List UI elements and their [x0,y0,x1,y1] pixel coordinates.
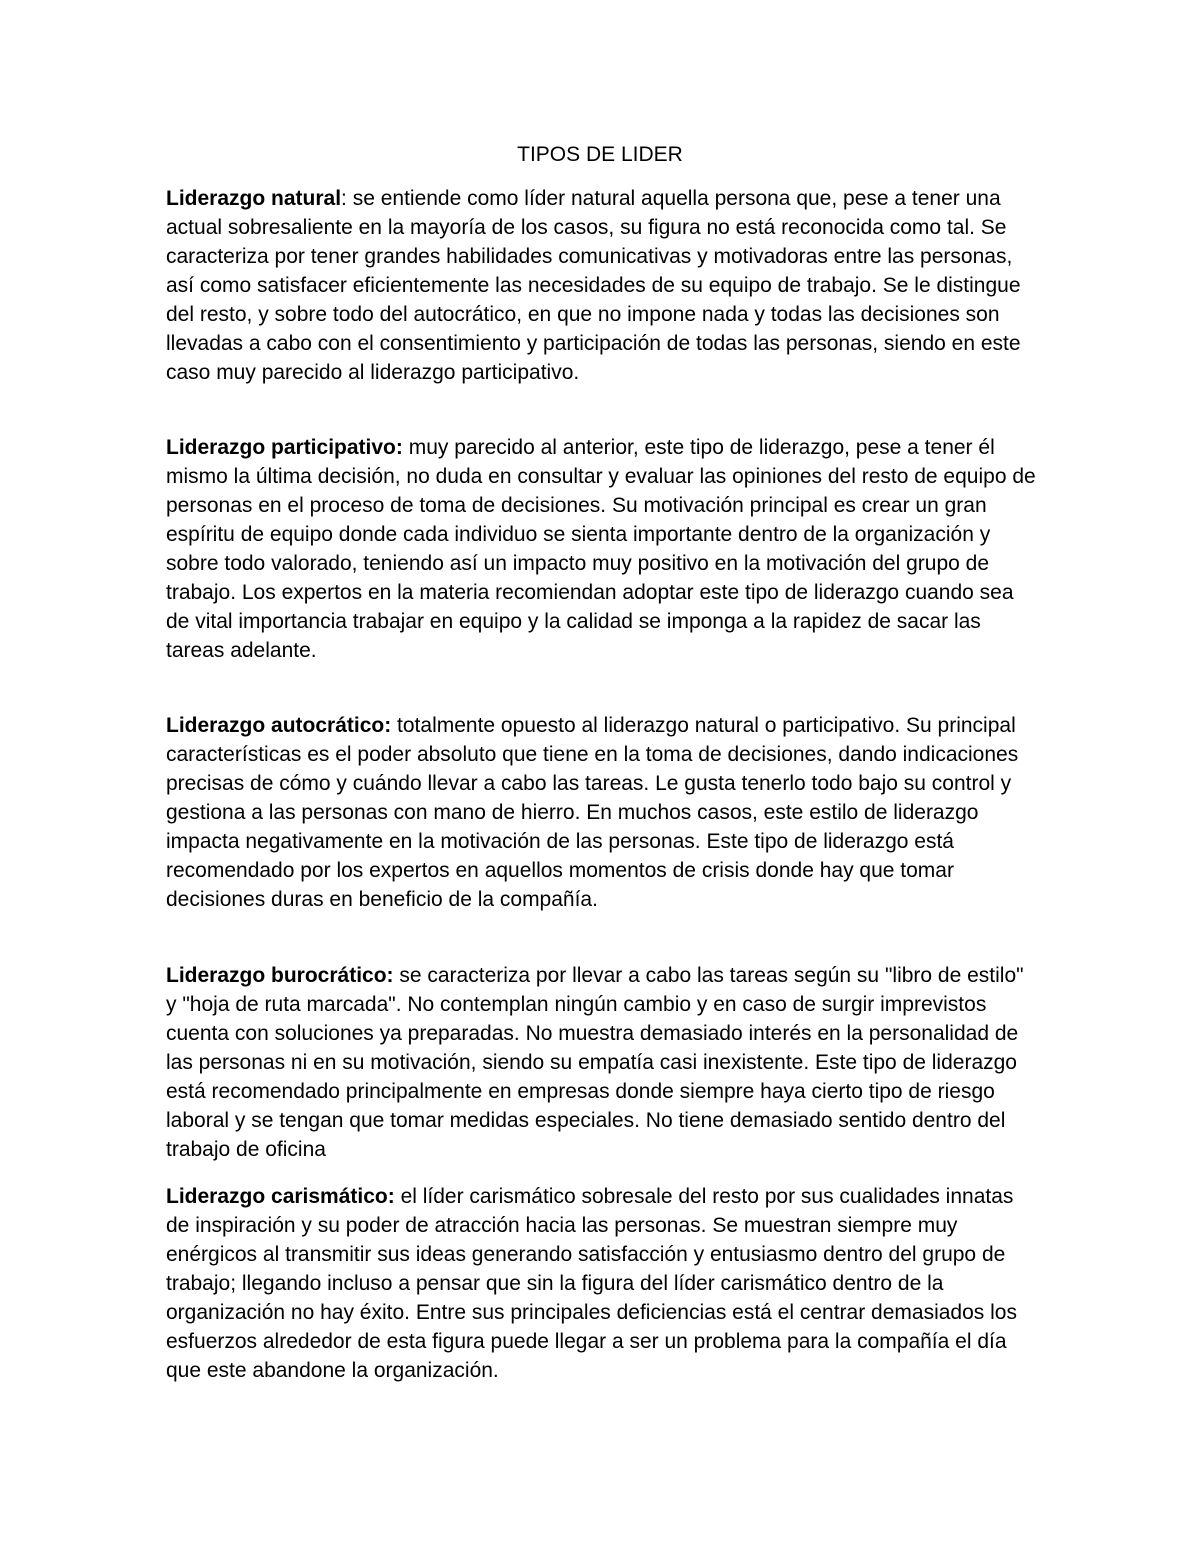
section-liderazgo-participativo [166,433,1038,665]
section-text: muy parecido al anterior, este tipo de liderazgo, pese a tener él mismo la última decisión, no duda en consultar y evaluar las opiniones del resto de equipo de personas en el proceso de toma de decisiones. Su motivación principal es crear un gran espíritu de equipo donde cada individuo se sienta importante dentro de la organización y sobre todo valorado, teniendo así un impacto muy positivo en la motivación del grupo de trabajo. Los expertos en la materia recomiendan adoptar este tipo de liderazgo cuando sea de vital importancia trabajar en equipo y la calidad se imponga a la rapidez de sacar las tareas adelante. [166,436,1036,662]
section-liderazgo-burocratico [166,961,1038,1164]
section-term: Liderazgo participativo: [166,436,403,459]
section-text: se caracteriza por llevar a cabo las tareas según su "libro de estilo" y "hoja de ruta marcada". No contemplan ningún cambio y en caso de surgir imprevistos cuenta con soluciones ya preparadas. No muestra demasiado interés en la personalidad de las personas ni en su motivación, siendo su empatía casi inexistente. Este tipo de liderazgo está recomendado principalmente en empresas donde siempre haya cierto tipo de riesgo laboral y se tengan que tomar medidas especiales. No tiene demasiado sentido dentro del trabajo de oficina [166,964,1024,1161]
section-term: Liderazgo burocrático: [166,964,394,987]
section-text: el líder carismático sobresale del resto por sus cualidades innatas de inspiración y su poder de atracción hacia las personas. Se muestran siempre muy enérgicos al transmitir sus ideas generando satisfacción y entusiasmo dentro del grupo de trabajo; llegando incluso a pensar que sin la figura del líder carismático dentro de la organización no hay éxito. Entre sus principales deficiencias está el centrar demasiados los esfuerzos alrededor de esta figura puede llegar a ser un problema para la compañía el día que este abandone la organización. [166,1185,1017,1382]
section-term: Liderazgo natural [166,187,342,210]
section-text: : se entiende como líder natural aquella persona que, pese a tener una actual sobresaliente en la mayoría de los casos, su figura no está reconocida como tal. Se caracteriza por tener grandes habilidades comunicativas y motivadoras entre las personas, así como satisfacer eficientemente las necesidades de su equipo de trabajo. Se le distingue del resto, y sobre todo del autocrático, en que no impone nada y todas las decisiones son llevadas a cabo con el consentimiento y participación de todas las personas, siendo en este caso muy parecido al liderazgo participativo. [166,187,1021,384]
section-text: totalmente opuesto al liderazgo natural o participativo. Su principal características es el poder absoluto que tiene en la toma de decisiones, dando indicaciones precisas de cómo y cuándo llevar a cabo las tareas. Le gusta tenerlo todo bajo su control y gestiona a las personas con mano de hierro. En muchos casos, este estilo de liderazgo impacta negativamente en la motivación de las personas. Este tipo de liderazgo está recomendado por los expertos en aquellos momentos de crisis donde hay que tomar decisiones duras en beneficio de la compañía. [166,714,1019,911]
section-liderazgo-natural [166,184,1038,387]
section-liderazgo-carismatico [166,1182,1038,1385]
section-liderazgo-autocratico [166,711,1038,914]
document-title: TIPOS DE LIDER [517,143,683,166]
section-term: Liderazgo carismático: [166,1185,395,1208]
section-term: Liderazgo autocrático: [166,714,392,737]
